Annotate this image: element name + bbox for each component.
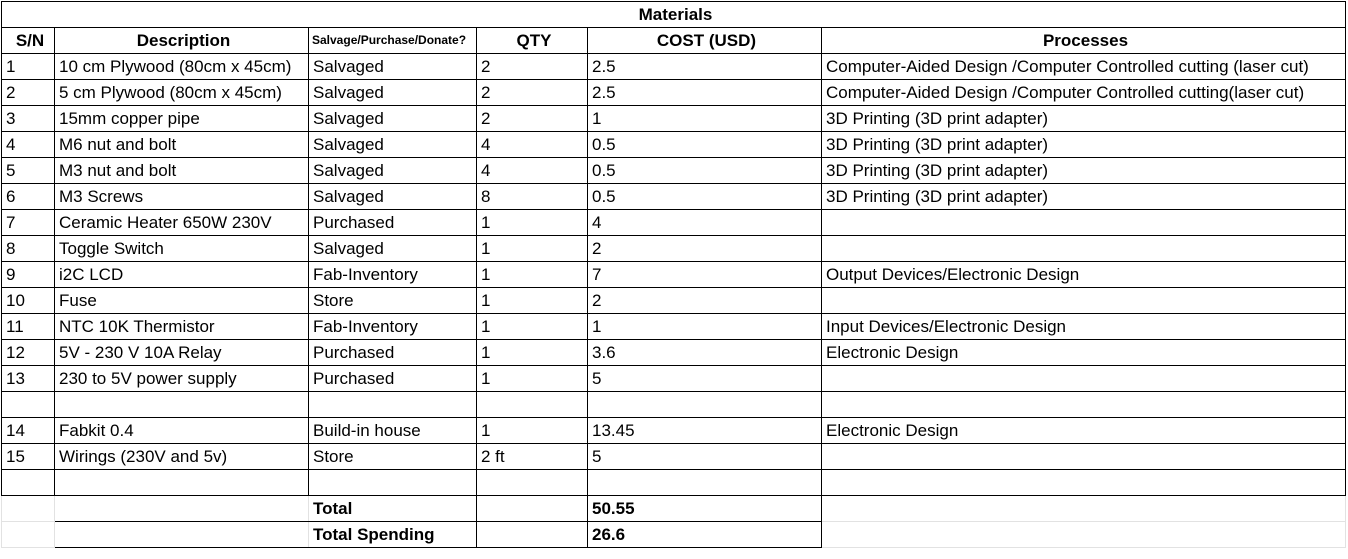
cell-cost: 0.5 [588,158,822,184]
cell-sn: 6 [2,184,55,210]
cell-description: Wirings (230V and 5v) [55,444,309,470]
cell-cost: 5 [588,444,822,470]
cell-qty: 2 [477,54,588,80]
table-row [2,158,1346,184]
table-row [2,54,1346,80]
cell-sn: 13 [2,366,55,392]
cell-qty: 1 [477,288,588,314]
cell-sn: 9 [2,262,55,288]
cell-description [55,392,309,418]
cell-source: Purchased [309,210,477,236]
cell-description: 15mm copper pipe [55,106,309,132]
total-label: Total [309,496,477,522]
cell-sn: 5 [2,158,55,184]
cell-cost: 2 [588,236,822,262]
empty-cell [477,522,588,548]
cell-cost: 2.5 [588,80,822,106]
cell-sn [2,470,55,496]
cell-cost: 2 [588,288,822,314]
column-header-qty: QTY [477,28,588,54]
cell-process: Input Devices/Electronic Design [822,314,1346,340]
cell-description: Ceramic Heater 650W 230V [55,210,309,236]
empty-cell [55,496,309,522]
cell-qty: 4 [477,158,588,184]
cell-sn: 7 [2,210,55,236]
cell-process: Electronic Design [822,340,1346,366]
cell-process: 3D Printing (3D print adapter) [822,106,1346,132]
cell-description: Fuse [55,288,309,314]
cell-cost: 0.5 [588,184,822,210]
table-row [2,366,1346,392]
cell-qty: 8 [477,184,588,210]
totals-row [2,496,1346,522]
cell-process [822,236,1346,262]
cell-sn: 3 [2,106,55,132]
cell-description: M6 nut and bolt [55,132,309,158]
cell-cost: 2.5 [588,54,822,80]
cell-source: Salvaged [309,158,477,184]
cell-qty [477,470,588,496]
cell-sn: 10 [2,288,55,314]
cell-process [822,288,1346,314]
cell-source: Purchased [309,366,477,392]
column-header-processes: Processes [822,28,1346,54]
cell-process: Output Devices/Electronic Design [822,262,1346,288]
table-row [2,444,1346,470]
cell-qty: 1 [477,418,588,444]
cell-process [822,210,1346,236]
cell-qty: 1 [477,236,588,262]
cell-sn: 4 [2,132,55,158]
cell-cost: 3.6 [588,340,822,366]
cell-process: 3D Printing (3D print adapter) [822,158,1346,184]
cell-description: 10 cm Plywood (80cm x 45cm) [55,54,309,80]
table-row [2,236,1346,262]
cell-source: Fab-Inventory [309,262,477,288]
empty-cell [2,522,55,548]
table-row [2,418,1346,444]
empty-cell [2,496,55,522]
empty-cell [822,522,1346,548]
materials-table-body [2,2,1346,548]
cell-qty: 2 ft [477,444,588,470]
cell-process: Electronic Design [822,418,1346,444]
cell-source: Salvaged [309,106,477,132]
cell-process: Computer-Aided Design /Computer Controlled cutting(laser cut) [822,80,1346,106]
cell-qty: 4 [477,132,588,158]
cell-process [822,392,1346,418]
cell-source: Store [309,288,477,314]
total-value: 26.6 [588,522,822,548]
cell-sn: 2 [2,80,55,106]
table-row [2,314,1346,340]
cell-process: 3D Printing (3D print adapter) [822,184,1346,210]
column-header-cost: COST (USD) [588,28,822,54]
materials-table [1,1,1346,548]
cell-cost: 1 [588,314,822,340]
table-row [2,288,1346,314]
cell-process: Computer-Aided Design /Computer Controlled cutting (laser cut) [822,54,1346,80]
cell-description: i2C LCD [55,262,309,288]
cell-cost: 7 [588,262,822,288]
table-row [2,184,1346,210]
cell-cost: 0.5 [588,132,822,158]
cell-description: 5 cm Plywood (80cm x 45cm) [55,80,309,106]
cell-sn: 11 [2,314,55,340]
cell-qty: 2 [477,80,588,106]
cell-sn: 15 [2,444,55,470]
cell-sn: 8 [2,236,55,262]
cell-source: Purchased [309,340,477,366]
cell-source: Salvaged [309,132,477,158]
cell-source: Salvaged [309,80,477,106]
cell-description: NTC 10K Thermistor [55,314,309,340]
cell-process [822,366,1346,392]
cell-source: Build-in house [309,418,477,444]
table-row [2,470,1346,496]
cell-source [309,470,477,496]
column-header-source: Salvage/Purchase/Donate? [309,28,477,54]
cell-cost: 5 [588,366,822,392]
table-row [2,106,1346,132]
total-value: 50.55 [588,496,822,522]
title-row [2,2,1346,28]
table-title: Materials [2,2,1346,28]
cell-qty: 1 [477,340,588,366]
cell-cost: 13.45 [588,418,822,444]
cell-source: Store [309,444,477,470]
cell-cost [588,470,822,496]
table-row [2,392,1346,418]
cell-qty: 1 [477,262,588,288]
cell-sn [2,392,55,418]
cell-description: M3 nut and bolt [55,158,309,184]
cell-sn: 14 [2,418,55,444]
totals-row [2,522,1346,548]
cell-description: M3 Screws [55,184,309,210]
cell-process: 3D Printing (3D print adapter) [822,132,1346,158]
cell-process [822,444,1346,470]
empty-cell [477,496,588,522]
cell-source: Salvaged [309,54,477,80]
cell-description [55,470,309,496]
cell-qty: 2 [477,106,588,132]
cell-source: Salvaged [309,184,477,210]
cell-source: Fab-Inventory [309,314,477,340]
cell-qty: 1 [477,314,588,340]
column-header-sn: S/N [2,28,55,54]
table-row [2,262,1346,288]
table-row [2,340,1346,366]
cell-process [822,470,1346,496]
cell-description: 5V - 230 V 10A Relay [55,340,309,366]
empty-cell [55,522,309,548]
header-row [2,28,1346,54]
cell-source [309,392,477,418]
cell-sn: 12 [2,340,55,366]
table-row [2,132,1346,158]
table-row [2,80,1346,106]
cell-cost: 1 [588,106,822,132]
cell-cost [588,392,822,418]
empty-cell [822,496,1346,522]
cell-sn: 1 [2,54,55,80]
cell-qty [477,392,588,418]
cell-description: Toggle Switch [55,236,309,262]
cell-description: Fabkit 0.4 [55,418,309,444]
total-label: Total Spending [309,522,477,548]
cell-source: Salvaged [309,236,477,262]
table-row [2,210,1346,236]
column-header-description: Description [55,28,309,54]
cell-qty: 1 [477,210,588,236]
cell-qty: 1 [477,366,588,392]
cell-description: 230 to 5V power supply [55,366,309,392]
cell-cost: 4 [588,210,822,236]
